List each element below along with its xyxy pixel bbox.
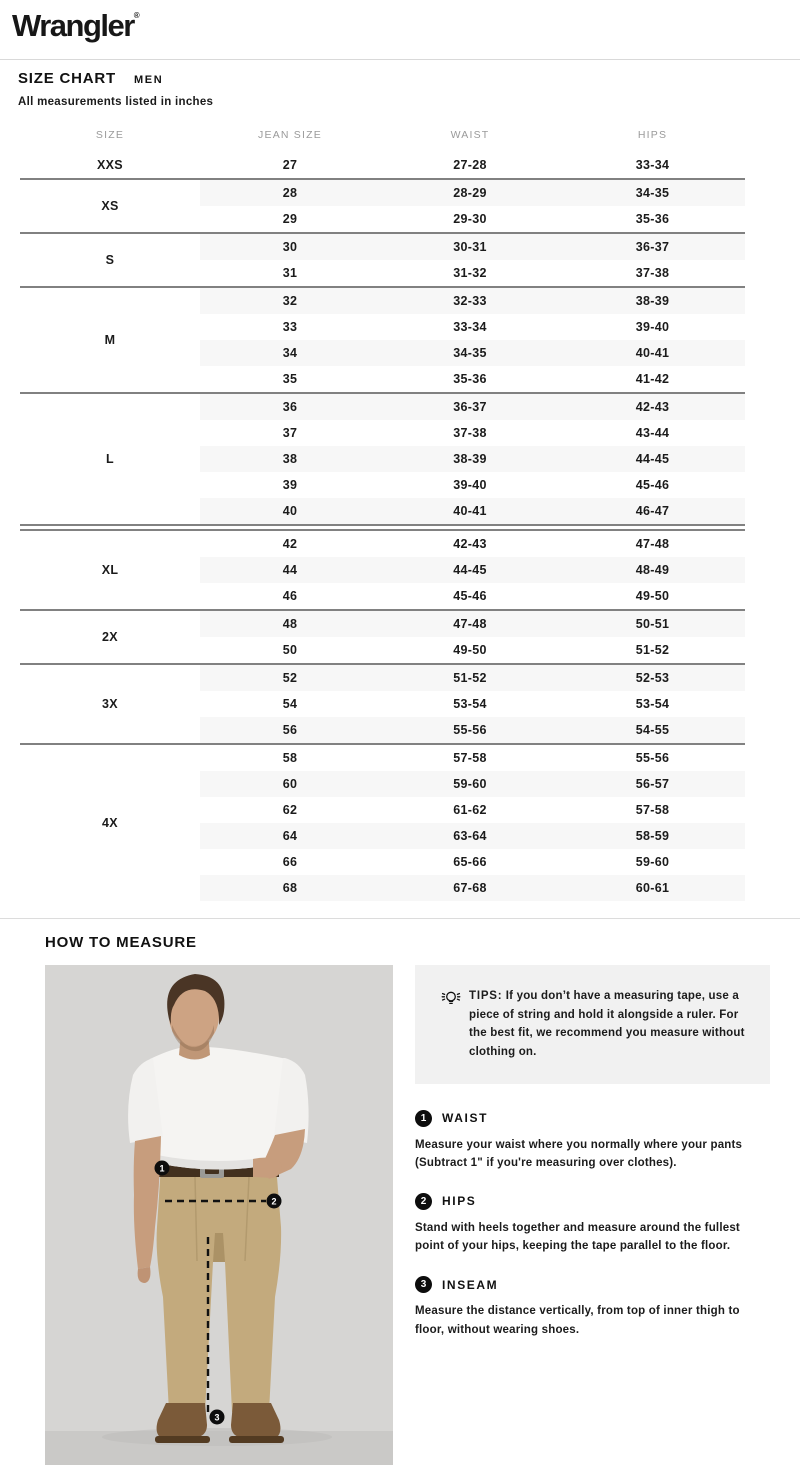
table-cell: 60 [282, 777, 298, 791]
lightbulb-icon [441, 988, 461, 1010]
size-rows [200, 288, 745, 392]
table-cell: 38-39 [453, 452, 487, 466]
step-label: INSEAM [442, 1277, 499, 1292]
table-row [200, 340, 745, 366]
tips-box [415, 965, 770, 1084]
table-cell: 46 [282, 589, 298, 603]
table-cell: 41-42 [635, 372, 670, 386]
size-table-body [20, 152, 745, 901]
how-to-measure-figure [45, 965, 393, 1465]
table-cell: 39 [282, 478, 298, 492]
size-group [20, 665, 745, 743]
table-cell: 55-56 [635, 751, 670, 765]
measurements-note: All measurements listed in inches [18, 96, 214, 108]
table-row [200, 849, 745, 875]
table-cell: 53-54 [453, 697, 487, 711]
table-cell: 30-31 [453, 240, 487, 254]
size-label: S [105, 253, 115, 267]
step-header [415, 1276, 770, 1293]
table-cell: 44-45 [635, 452, 670, 466]
table-cell: 67-68 [453, 881, 487, 895]
table-cell: 35-36 [453, 372, 487, 386]
size-label: 4X [102, 816, 118, 830]
size-group [20, 180, 745, 232]
table-cell: 45-46 [453, 589, 487, 603]
table-row [200, 420, 745, 446]
size-group [20, 234, 745, 286]
table-row [200, 771, 745, 797]
column-header: WAIST [450, 129, 490, 141]
group-separator [20, 524, 745, 531]
table-cell: 40 [282, 504, 298, 518]
table-cell: 29-30 [453, 212, 487, 226]
table-row [200, 611, 745, 637]
table-cell: 31-32 [453, 266, 487, 280]
size-chart-table [20, 118, 745, 901]
table-cell: 36 [282, 400, 298, 414]
table-cell: 48 [282, 617, 298, 631]
table-cell: 34-35 [635, 186, 670, 200]
table-cell: 52-53 [635, 671, 670, 685]
table-cell: 42-43 [453, 537, 487, 551]
size-label: L [106, 452, 114, 466]
table-row [200, 531, 745, 557]
table-cell: 34 [282, 346, 298, 360]
table-cell: 49-50 [453, 643, 487, 657]
table-row [200, 583, 745, 609]
table-cell: 64 [282, 829, 298, 843]
table-cell: 40-41 [453, 504, 487, 518]
table-cell: 45-46 [635, 478, 670, 492]
step-number-badge: 3 [415, 1276, 432, 1293]
table-cell: 36-37 [453, 400, 487, 414]
table-cell: 60-61 [635, 881, 670, 895]
table-cell: 33 [282, 320, 298, 334]
table-cell: 55-56 [453, 723, 487, 737]
table-row [200, 498, 745, 524]
column-header: JEAN SIZE [258, 129, 322, 141]
table-cell: 33-34 [453, 320, 487, 334]
tips-body: If you don’t have a measuring tape, use a piece of string and hold it alongside a ruler. For the best fit, we recommend you measure without clothing on. [469, 990, 745, 1058]
table-row [200, 152, 745, 178]
table-cell: 39-40 [635, 320, 670, 334]
step-number-badge: 2 [415, 1193, 432, 1210]
size-label: M [104, 333, 116, 347]
table-row [200, 797, 745, 823]
table-cell: 38-39 [635, 294, 670, 308]
table-row [200, 206, 745, 232]
table-cell: 59-60 [453, 777, 487, 791]
column-header: HIPS [637, 129, 668, 141]
floor-shadow [102, 1428, 332, 1446]
page-title: SIZE CHART [18, 70, 116, 87]
table-cell: 52 [282, 671, 298, 685]
table-cell: 47-48 [453, 617, 487, 631]
waist-marker [155, 1161, 170, 1176]
table-cell: 37-38 [453, 426, 487, 440]
size-rows [200, 531, 745, 609]
measure-instructions-column [415, 965, 770, 1465]
table-cell: 27 [282, 158, 298, 172]
tips-label: TIPS: [469, 990, 503, 1002]
table-cell: 62 [282, 803, 298, 817]
table-row [200, 717, 745, 743]
table-cell: 43-44 [635, 426, 670, 440]
table-cell: 28 [282, 186, 298, 200]
step-description: Stand with heels together and measure around the fullest point of your hips, keeping the tape parallel to the floor. [415, 1221, 740, 1253]
table-cell: 54 [282, 697, 298, 711]
table-cell: 48-49 [635, 563, 670, 577]
table-row [200, 472, 745, 498]
table-cell: 61-62 [453, 803, 487, 817]
table-cell: 35 [282, 372, 298, 386]
table-row [200, 745, 745, 771]
size-label: XS [101, 199, 119, 213]
size-label: 2X [102, 630, 118, 644]
table-cell: 59-60 [635, 855, 670, 869]
table-row [200, 691, 745, 717]
table-cell: 65-66 [453, 855, 487, 869]
step-label: HIPS [442, 1194, 477, 1209]
measure-figure-image [45, 965, 393, 1465]
table-cell: 56-57 [635, 777, 670, 791]
registered-mark-icon: ® [133, 11, 140, 20]
size-label: 3X [102, 697, 118, 711]
step-header [415, 1110, 770, 1127]
table-cell: 32 [282, 294, 298, 308]
hips-marker [267, 1194, 282, 1209]
table-cell: 63-64 [453, 829, 487, 843]
table-cell: 29 [282, 212, 298, 226]
table-cell: 39-40 [453, 478, 487, 492]
measure-step [415, 1276, 770, 1339]
table-cell: 53-54 [635, 697, 670, 711]
size-rows [200, 665, 745, 743]
size-group [20, 611, 745, 663]
table-row [200, 446, 745, 472]
size-label: XL [101, 563, 119, 577]
column-header: SIZE [95, 129, 125, 141]
measure-step [415, 1110, 770, 1173]
table-cell: 28-29 [453, 186, 487, 200]
table-cell: 35-36 [635, 212, 670, 226]
size-group [20, 152, 745, 178]
table-row [200, 260, 745, 286]
measure-step [415, 1193, 770, 1256]
size-rows [200, 152, 745, 178]
table-cell: 58 [282, 751, 298, 765]
table-row [200, 823, 745, 849]
step-label: WAIST [442, 1111, 488, 1125]
table-row [200, 234, 745, 260]
table-row [200, 288, 745, 314]
table-row [200, 366, 745, 392]
size-group [20, 288, 745, 392]
measure-steps [415, 1110, 770, 1340]
size-rows [200, 611, 745, 663]
size-rows [200, 745, 745, 901]
tips-text [469, 987, 752, 1062]
table-cell: 57-58 [453, 751, 487, 765]
table-cell: 36-37 [635, 240, 670, 254]
table-row [200, 314, 745, 340]
table-cell: 66 [282, 855, 298, 869]
table-cell: 40-41 [635, 346, 670, 360]
size-rows [200, 234, 745, 286]
table-cell: 56 [282, 723, 298, 737]
table-row [200, 665, 745, 691]
step-header [415, 1193, 770, 1210]
wrangler-logo[interactable]: Wrangler® [12, 8, 140, 43]
table-cell: 30 [282, 240, 298, 254]
table-cell: 42-43 [635, 400, 670, 414]
table-header-row [20, 118, 745, 152]
table-cell: 42 [282, 537, 298, 551]
step-description: Measure your waist where you normally where your pants (Subtract 1" if you're measuring over clothes). [415, 1138, 743, 1170]
table-cell: 37-38 [635, 266, 670, 280]
table-cell: 50-51 [635, 617, 670, 631]
table-row [200, 637, 745, 663]
table-cell: 38 [282, 452, 298, 466]
table-cell: 51-52 [635, 643, 670, 657]
inseam-marker [210, 1410, 225, 1425]
table-cell: 68 [282, 881, 298, 895]
step-description: Measure the distance vertically, from top of inner thigh to floor, without wearing shoes. [415, 1305, 740, 1336]
size-rows [200, 180, 745, 232]
size-rows [200, 394, 745, 524]
table-row [200, 557, 745, 583]
table-row [200, 180, 745, 206]
size-group [20, 745, 745, 901]
table-cell: 46-47 [635, 504, 670, 518]
step-number-badge: 1 [415, 1110, 432, 1127]
table-cell: 57-58 [635, 803, 670, 817]
table-cell: 37 [282, 426, 298, 440]
svg-text:1: 1 [159, 1163, 165, 1174]
size-group [20, 394, 745, 524]
svg-text:3: 3 [214, 1412, 220, 1423]
table-cell: 47-48 [635, 537, 670, 551]
header-bar [0, 0, 800, 60]
svg-text:2: 2 [271, 1196, 277, 1207]
title-row [18, 70, 800, 87]
how-to-measure-title: HOW TO MEASURE [45, 934, 197, 951]
table-cell: 58-59 [635, 829, 670, 843]
table-row [200, 394, 745, 420]
how-to-measure-section [45, 965, 800, 1465]
table-cell: 51-52 [453, 671, 487, 685]
size-group [20, 531, 745, 609]
table-cell: 49-50 [635, 589, 670, 603]
table-cell: 27-28 [453, 158, 487, 172]
table-cell: 31 [282, 266, 298, 280]
table-cell: 50 [282, 643, 298, 657]
tab-men[interactable]: MEN [134, 74, 164, 86]
table-row [200, 875, 745, 901]
size-label: XXS [97, 158, 123, 172]
table-cell: 54-55 [635, 723, 670, 737]
table-cell: 33-34 [635, 158, 670, 172]
section-divider [0, 918, 800, 919]
table-cell: 44-45 [453, 563, 487, 577]
table-cell: 32-33 [453, 294, 487, 308]
table-cell: 44 [282, 563, 298, 577]
table-cell: 34-35 [453, 346, 487, 360]
